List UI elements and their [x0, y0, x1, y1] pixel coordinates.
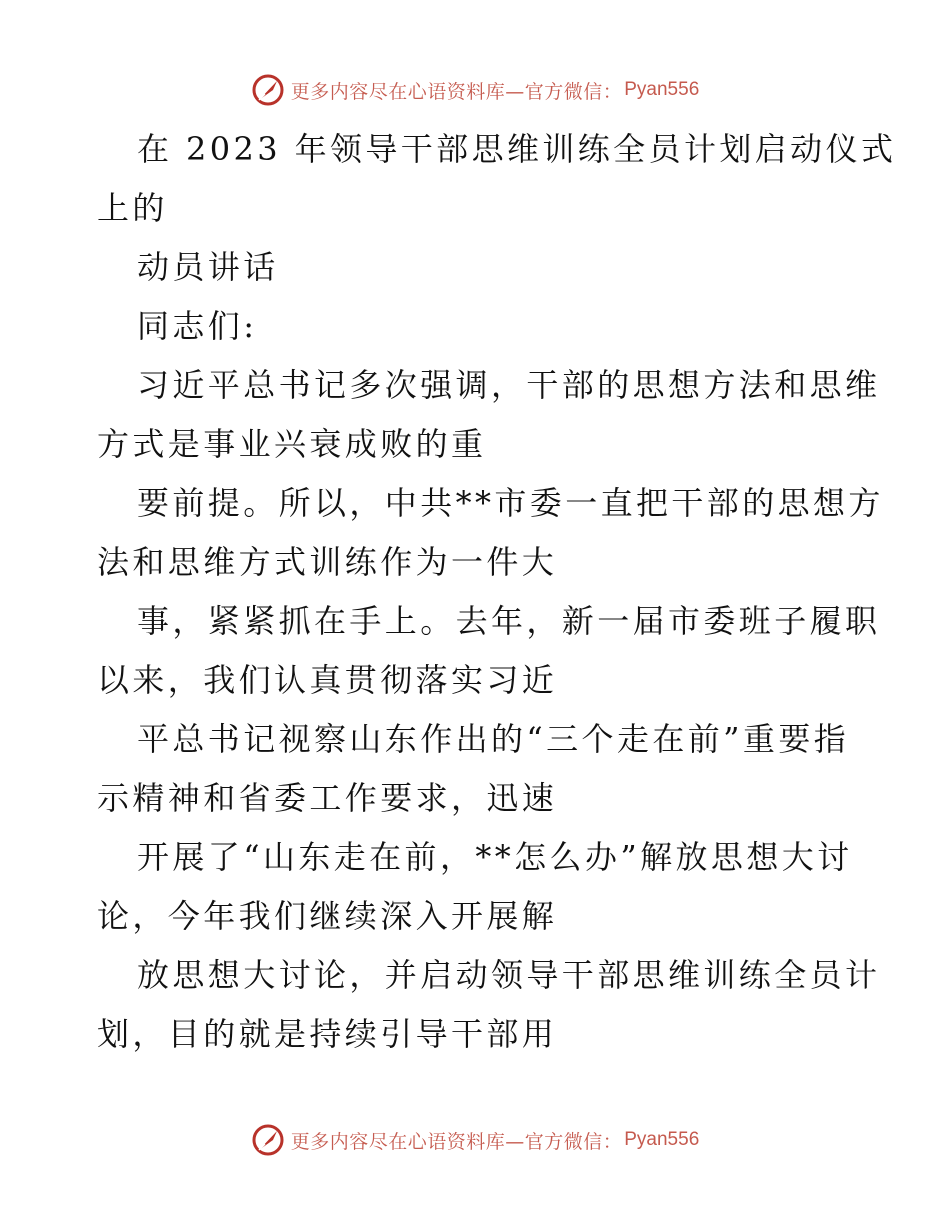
doc-subtitle-line: 动员讲话	[137, 248, 279, 286]
salutation: 同志们:	[137, 307, 258, 345]
header-banner	[0, 70, 950, 110]
footer-banner	[0, 1120, 950, 1160]
banner-wechat-id: Pyan556	[624, 79, 700, 100]
body-paragraph: 放思想大讨论，并启动领导干部思维训练全员计 划，目的就是持续引导干部用	[97, 956, 881, 1053]
banner-wechat-id: Pyan556	[624, 1129, 700, 1150]
body-paragraph: 平总书记视察山东作出的“三个走在前”重要指 示精神和省委工作要求，迅速	[97, 720, 850, 817]
doc-title-line: 在 2023 年领导干部思维训练全员计划启动仪式 上的	[97, 130, 897, 227]
body-paragraph: 习近平总书记多次强调，干部的思想方法和思维 方式是事业兴衰成败的重	[97, 366, 881, 463]
quill-pen-logo-icon	[251, 1123, 285, 1157]
body-paragraph: 要前提。所以，中共**市委一直把干部的思想方 法和思维方式训练作为一件大	[97, 484, 884, 581]
document-body	[97, 120, 897, 1064]
body-paragraph: 事，紧紧抓在手上。去年，新一届市委班子履职 以来，我们认真贯彻落实习近	[97, 602, 881, 699]
body-paragraph: 开展了“山东走在前，**怎么办”解放思想大讨 论，今年我们继续深入开展解	[97, 838, 853, 935]
banner-text: 更多内容尽在心语资料库—官方微信：	[290, 1130, 623, 1153]
banner-text: 更多内容尽在心语资料库—官方微信：	[290, 80, 623, 103]
quill-pen-logo-icon	[251, 73, 285, 107]
